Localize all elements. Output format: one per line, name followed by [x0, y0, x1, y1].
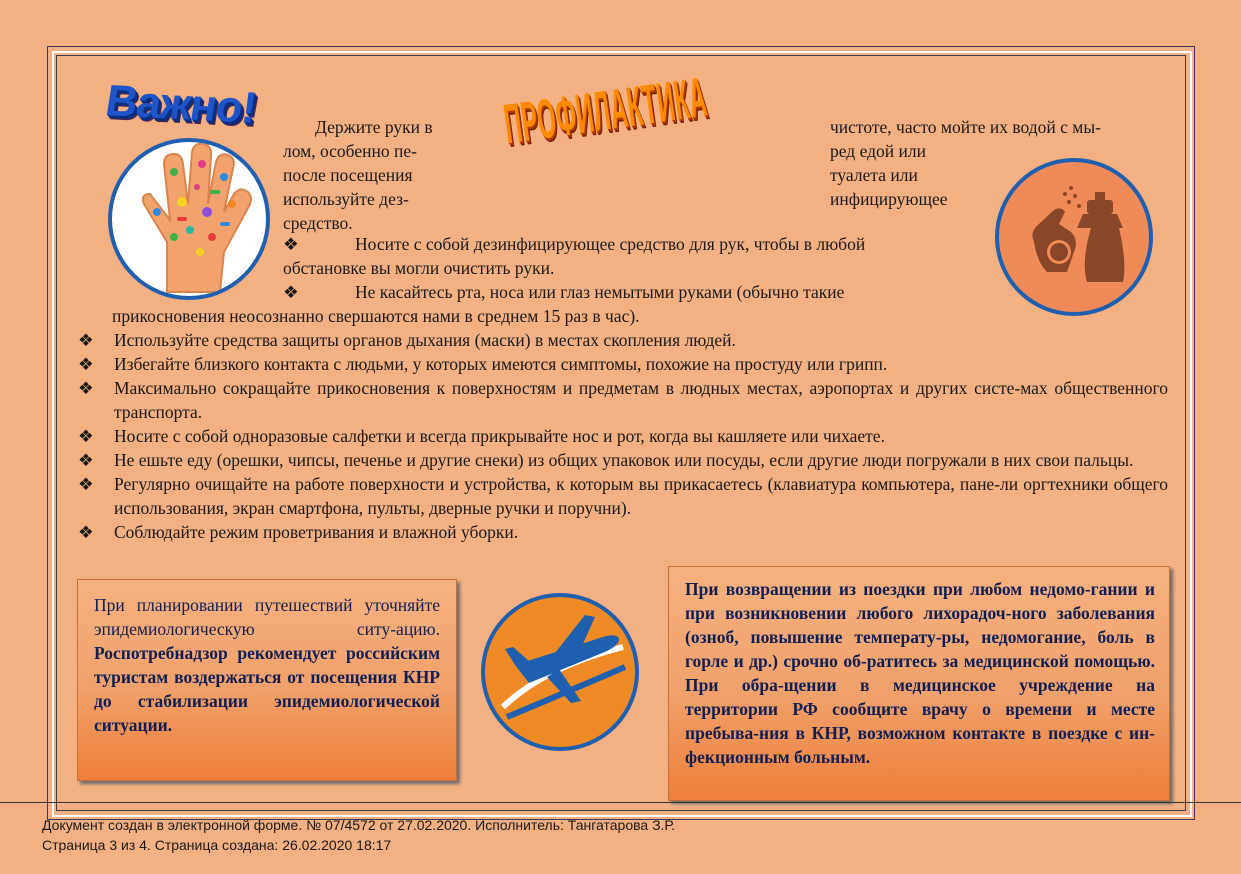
bullet-mark: ❖ [283, 234, 299, 254]
footer-doc-info: Документ создан в электронной форме. № 07/4572 от 27.02.2020. Исполнитель: Тангатарова З.Р. [42, 817, 676, 833]
germs-hand-image [108, 138, 270, 300]
return-trip-box [668, 566, 1170, 801]
intro-right-line-4: инфицирующее [830, 189, 948, 209]
intro-left-line-1: Держите руки в [315, 117, 433, 137]
footer-page-info: Страница 3 из 4. Страница создана: 26.02.2020 18:17 [42, 837, 392, 853]
intro-left-line-2: лом, особенно пе- [283, 141, 417, 161]
bullet-mark: ❖ [78, 474, 94, 494]
profilaktika-wordart: ПРОФИЛАКТИКА [500, 64, 711, 156]
bullet-item: ❖ Носите с собой одноразовые салфетки и всегда прикрывайте нос и рот, когда вы кашляете или чихаете. [78, 426, 885, 446]
intro-left-text [283, 115, 473, 235]
bullet-item: ❖ Используйте средства защиты органов дыхания (маски) в местах скопления людей. [78, 330, 736, 350]
footer-divider [0, 802, 1241, 803]
bullet-mark: ❖ [78, 522, 94, 542]
main-bullet-list [78, 328, 1168, 544]
bullet-mark: ❖ [283, 282, 299, 302]
intro-right-line-2: ред едой или [830, 141, 926, 161]
bullet-item: ❖ Избегайте близкого контакта с людьми, у которых имеются симптомы, похожие на простуду или грипп. [78, 354, 888, 374]
indented-bullet-1-cont: обстановке вы могли очистить руки. [283, 258, 555, 278]
intro-left-line-3: после посещения [283, 165, 413, 185]
travel-planning-box [77, 579, 457, 781]
indented-bullet-1: ❖ Носите с собой дезинфицирующее средство для рук, чтобы в любой [283, 234, 866, 254]
intro-right-line-3: туалета или [830, 165, 918, 185]
intro-left-line-5: средство. [283, 213, 353, 233]
bullet-item: ❖ Соблюдайте режим проветривания и влажной уборки. [78, 522, 519, 542]
bullet-mark: ❖ [78, 330, 94, 350]
indented-bullet-2-cont: прикосновения неосознанно свершаются нами в среднем 15 раз в час). [112, 306, 640, 326]
bullet-item: ❖ Не ешьте еду (орешки, чипсы, печенье и другие снеки) из общих упаковок или посуды, если другие люди погружали в них свои пальцы. [78, 450, 1134, 470]
intro-right-line-1: чистоте, часто мойте их водой с мы- [830, 117, 1101, 137]
disinfect-spray-image [995, 158, 1153, 316]
indented-bullet-2: ❖ Не касайтесь рта, носа или глаз немытыми руками (обычно такие [283, 282, 845, 302]
bullet-item: ❖ Регулярно очищайте на работе поверхности и устройства, к которым вы прикасаетесь (клавиатура компьютера, пане-ли оргтехники общего использования, экран смартфона, пульты, дверные ручки и поручни). [78, 474, 1168, 518]
travel-planning-text [94, 593, 440, 737]
bullet-mark: ❖ [78, 354, 94, 374]
airplane-image [481, 593, 639, 751]
bullet-mark: ❖ [78, 450, 94, 470]
intro-left-line-4: используйте дез- [283, 189, 409, 209]
bullet-mark: ❖ [78, 378, 94, 398]
vazhno-wordart: Важно! [102, 76, 260, 133]
bullet-item: ❖ Максимально сокращайте прикосновения к поверхностям и предметам в людных местах, аэропортах и других систе-мах общественного транспорта. [78, 378, 1168, 422]
bullet-mark: ❖ [78, 426, 94, 446]
travel-planning-normal: При планировании путешествий уточняйте эпидемиологическую ситу-ацию. [94, 595, 440, 639]
travel-planning-bold: Роспотребнадзор рекомендует российским туристам воздержаться от посещения КНР до стабилизации эпидемиологической ситуации. [94, 643, 440, 735]
return-trip-text: При возвращении из поездки при любом недомо-гании и при возникновении любого лихорадоч-ного заболевания (озноб, повышение температу-ры, недомогание, боль в горле и др.) срочно об-ратитесь за медицинской помощью. При обра-щении в медицинское учреждение на территории РФ сообщите врачу о времени и месте пребыва-ния в КНР, возможном контакте в поездке с ин-фекционным больным. [685, 579, 1155, 767]
indented-bullets [283, 232, 971, 304]
